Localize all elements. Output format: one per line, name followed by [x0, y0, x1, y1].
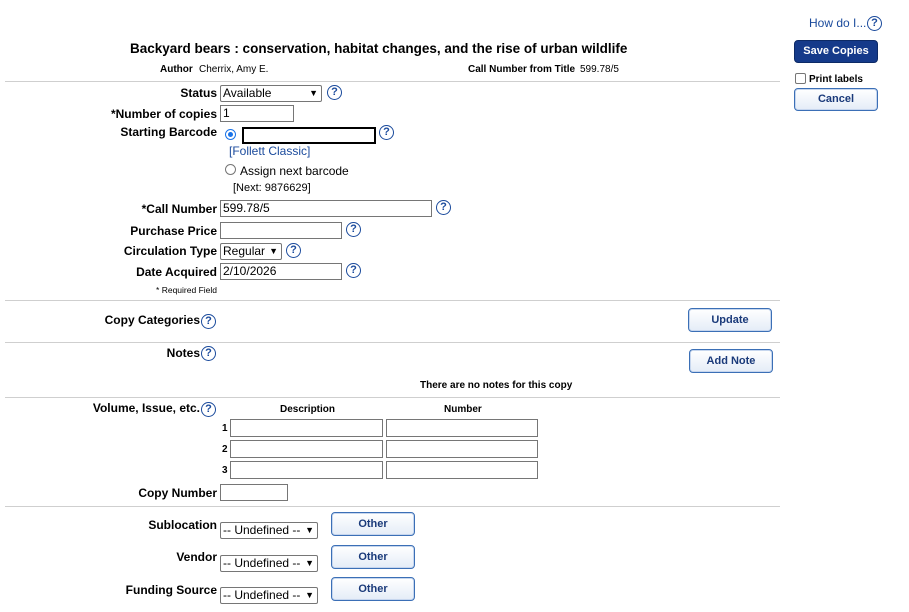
funding-source-value: -- Undefined --	[223, 588, 301, 602]
help-icon[interactable]: ?	[867, 16, 882, 31]
assign-next-radio[interactable]	[225, 164, 236, 175]
call-number-title-value: 599.78/5	[580, 64, 619, 75]
volume-description-input[interactable]	[230, 461, 383, 479]
volume-number-input[interactable]	[386, 461, 538, 479]
purchase-price-input[interactable]	[220, 222, 342, 239]
print-labels-checkbox[interactable]	[795, 73, 806, 84]
divider	[5, 397, 780, 398]
author-value: Cherrix, Amy E.	[199, 64, 269, 75]
volume-label: Volume, Issue, etc.	[92, 401, 200, 415]
copy-number-label: Copy Number	[138, 486, 217, 500]
divider	[5, 300, 780, 301]
required-field-note: * Required Field	[156, 285, 217, 295]
vendor-label: Vendor	[176, 550, 217, 564]
copy-number-input[interactable]	[220, 484, 288, 501]
cancel-button[interactable]: Cancel	[794, 88, 878, 111]
update-categories-button[interactable]: Update	[688, 308, 772, 332]
notes-help-icon[interactable]: ?	[201, 346, 216, 361]
vendor-other-button[interactable]: Other	[331, 545, 415, 569]
copy-categories-help-icon[interactable]: ?	[201, 314, 216, 329]
notes-label: Notes	[166, 346, 200, 360]
chevron-down-icon: ▼	[309, 88, 318, 98]
purchase-price-help-icon[interactable]: ?	[346, 222, 361, 237]
vendor-value: -- Undefined --	[223, 556, 301, 570]
status-help-icon[interactable]: ?	[327, 85, 342, 100]
date-acquired-label: Date Acquired	[136, 265, 217, 279]
author-label: Author	[160, 64, 193, 75]
sublocation-value: -- Undefined --	[223, 523, 301, 537]
print-labels-label: Print labels	[809, 74, 863, 85]
circulation-type-help-icon[interactable]: ?	[286, 243, 301, 258]
copy-categories-label: Copy Categories	[104, 313, 200, 327]
barcode-radio[interactable]	[225, 129, 236, 140]
copies-input[interactable]: 1	[220, 105, 294, 122]
funding-source-label: Funding Source	[125, 583, 217, 597]
sublocation-label: Sublocation	[148, 518, 217, 532]
sublocation-select[interactable]	[220, 522, 318, 539]
chevron-down-icon: ▼	[305, 558, 314, 568]
date-acquired-help-icon[interactable]: ?	[346, 263, 361, 278]
purchase-price-label: Purchase Price	[130, 224, 217, 238]
divider	[5, 81, 780, 82]
barcode-help-icon[interactable]: ?	[379, 125, 394, 140]
call-number-title-label: Call Number from Title	[468, 64, 576, 75]
number-column-header: Number	[444, 404, 482, 415]
funding-source-other-button[interactable]: Other	[331, 577, 415, 601]
chevron-down-icon: ▼	[305, 590, 314, 600]
barcode-label: Starting Barcode	[120, 125, 217, 139]
funding-source-select[interactable]	[220, 587, 318, 604]
volume-description-input[interactable]	[230, 440, 383, 458]
circulation-type-value: Regular	[223, 244, 266, 258]
next-barcode-text: [Next: 9876629]	[233, 182, 311, 194]
call-number-label: *Call Number	[141, 202, 217, 216]
circulation-type-label: Circulation Type	[123, 244, 217, 258]
chevron-down-icon: ▼	[305, 525, 314, 535]
save-copies-button[interactable]: Save Copies	[794, 40, 878, 63]
page-title: Backyard bears : conservation, habitat changes, and the rise of urban wildlife	[130, 41, 628, 56]
volume-number-input[interactable]	[386, 440, 538, 458]
copies-label: *Number of copies	[110, 107, 217, 121]
volume-row-number: 3	[222, 465, 228, 476]
no-notes-message: There are no notes for this copy	[420, 380, 573, 391]
description-column-header: Description	[280, 404, 336, 415]
status-label: Status	[180, 86, 217, 100]
volume-description-input[interactable]	[230, 419, 383, 437]
how-do-i-link[interactable]: How do I...	[809, 16, 867, 30]
chevron-down-icon: ▼	[269, 246, 278, 256]
volume-row-number: 1	[222, 423, 228, 434]
divider	[5, 506, 780, 507]
date-acquired-input[interactable]: 2/10/2026	[220, 263, 342, 280]
add-note-button[interactable]: Add Note	[689, 349, 773, 373]
barcode-input[interactable]	[242, 127, 376, 144]
volume-row-number: 2	[222, 444, 228, 455]
barcode-format-link[interactable]: [Follett Classic]	[229, 144, 311, 158]
divider	[5, 342, 780, 343]
status-select[interactable]	[220, 85, 322, 102]
sublocation-other-button[interactable]: Other	[331, 512, 415, 536]
volume-help-icon[interactable]: ?	[201, 402, 216, 417]
call-number-help-icon[interactable]: ?	[436, 200, 451, 215]
status-value: Available	[223, 86, 272, 100]
call-number-input[interactable]: 599.78/5	[220, 200, 432, 217]
assign-next-label: Assign next barcode	[240, 164, 349, 178]
circulation-type-select[interactable]	[220, 243, 282, 260]
volume-number-input[interactable]	[386, 419, 538, 437]
vendor-select[interactable]	[220, 555, 318, 572]
